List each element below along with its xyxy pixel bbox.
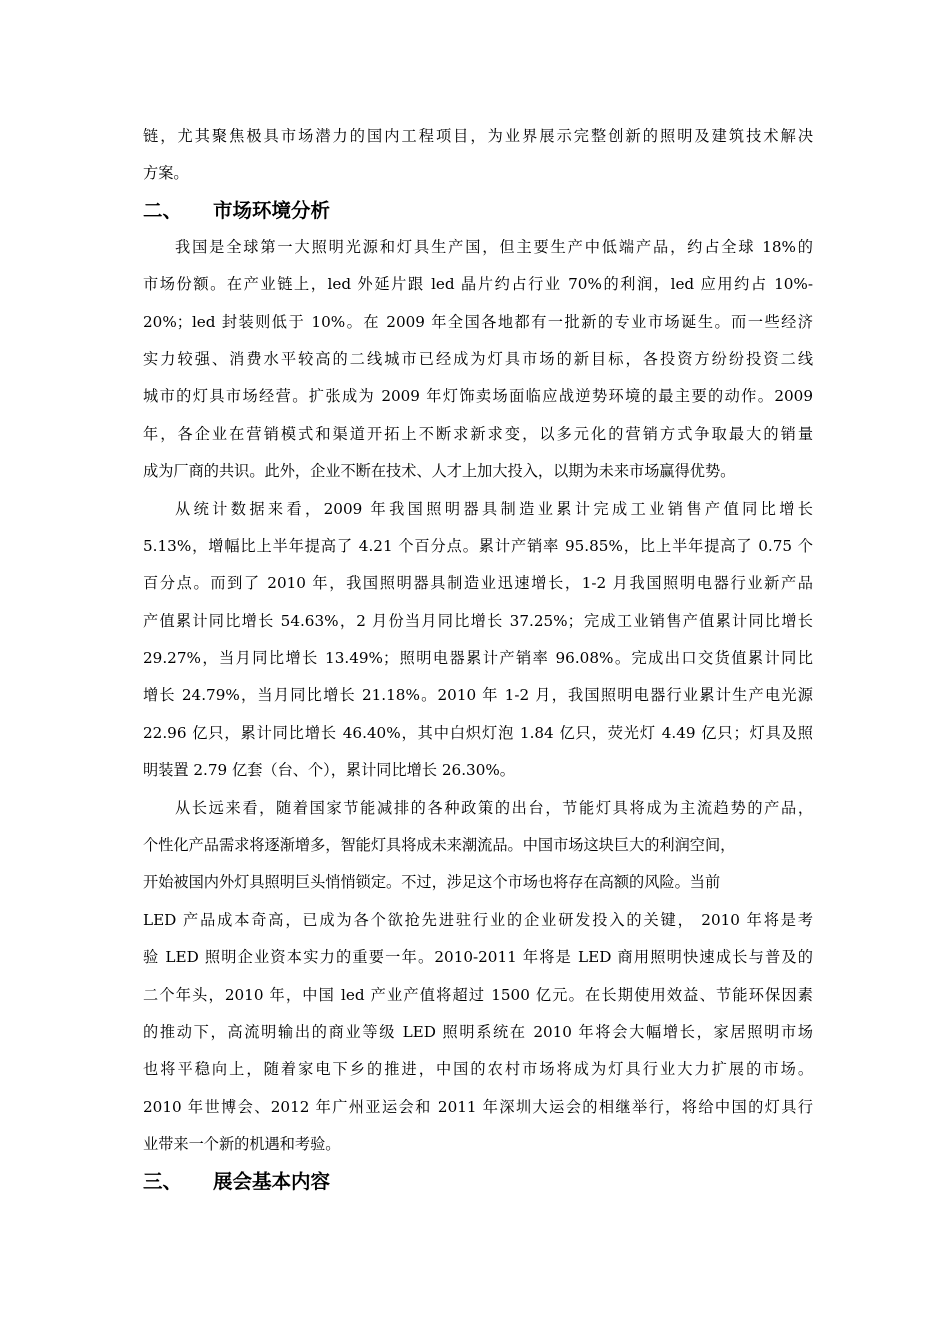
text-line: 成为厂商的共识。此外，企业不断在技术、人才上加大投入，以期为未来市场赢得优势。: [143, 462, 736, 481]
text-line: 二个年头，2010 年，中国 led 产业产值将超过 1500 亿元。在长期使用效益、节能环保因素: [143, 985, 813, 1004]
text-line: 5.13%，增幅比上半年提高了 4.21 个百分点。累计产销率 95.85%，比上半年提高了 0.75 个: [143, 536, 813, 555]
section-heading-3: [143, 1164, 813, 1200]
document-page: [143, 118, 813, 1200]
text-line: 百分点。而到了 2010 年，我国照明器具制造业迅速增长，1-2 月我国照明电器行业新产品: [143, 574, 813, 593]
text-line: 产值累计同比增长 54.63%，2 月份当月同比增长 37.25%；完成工业销售产值累计同比增长: [143, 611, 813, 630]
section-number: 二、: [143, 198, 183, 222]
text-line: 增长 24.79%，当月同比增长 21.18%。2010 年 1-2 月，我国照明电器行业累计生产电光源: [143, 686, 813, 705]
text-line: 从长远来看，随着国家节能减排的各种政策的出台，节能灯具将成为主流趋势的产品，: [175, 798, 813, 817]
text-line: 29.27%，当月同比增长 13.49%；照明电器累计产销率 96.08%。完成出口交货值累计同比: [143, 649, 813, 668]
section-title: 市场环境分析: [213, 198, 331, 222]
text-line: 市场份额。在产业链上，led 外延片跟 led 晶片约占行业 70%的利润，led 应用约占 10%-: [143, 275, 813, 294]
paragraph-statistics: [143, 491, 813, 790]
text-line: 明装置 2.79 亿套（台、个），累计同比增长 26.30%。: [143, 761, 515, 780]
section-title: 展会基本内容: [213, 1169, 331, 1193]
text-line: 方案。: [143, 164, 189, 183]
text-line: 验 LED 照明企业资本实力的重要一年。2010-2011 年将是 LED 商用照明快速成长与普及的: [143, 948, 813, 967]
text-line: 也将平稳向上，随着家电下乡的推进，中国的农村市场将成为灯具行业大力扩展的市场。: [143, 1060, 813, 1079]
text-line: 实力较强、消费水平较高的二线城市已经成为灯具市场的新目标，各投资方纷纷投资二线: [143, 349, 813, 368]
text-line: 2010 年世博会、2012 年广州亚运会和 2011 年深圳大运会的相继举行，将给中国的灯具行: [143, 1097, 813, 1116]
text-line: 个性化产品需求将逐渐增多，智能灯具将成未来潮流品。中国市场这块巨大的利润空间，: [143, 836, 736, 855]
text-line: 链，尤其聚焦极具市场潜力的国内工程项目，为业界展示完整创新的照明及建筑技术解决: [143, 127, 813, 145]
text-line: 从统计数据来看，2009 年我国照明器具制造业累计完成工业销售产值同比增长: [175, 499, 813, 518]
text-line: 城市的灯具市场经营。扩张成为 2009 年灯饰卖场面临应战逆势环境的最主要的动作。2009: [143, 387, 813, 406]
text-line: 年，各企业在营销模式和渠道开拓上不断求新求变，以多元化的营销方式争取最大的销量: [143, 424, 813, 443]
section-number: 三、: [143, 1169, 183, 1193]
text-line: 的推动下，高流明输出的商业等级 LED 照明系统在 2010 年将会大幅增长，家居照明市场: [143, 1022, 813, 1041]
text-line: 22.96 亿只，累计同比增长 46.40%，其中白炽灯泡 1.84 亿只，荧光灯 4.49 亿只；灯具及照: [143, 723, 813, 742]
text-line: 20%；led 封装则低于 10%。在 2009 年全国各地都有一批新的专业市场诞生。而一些经济: [143, 312, 813, 331]
text-line: 业带来一个新的机遇和考验。: [143, 1135, 341, 1154]
text-line: LED 产品成本奇高，已成为各个欲抢先进驻行业的企业研发投入的关键， 2010 年将是考: [143, 910, 813, 929]
text-line: 开始被国内外灯具照明巨头悄悄锁定。不过，涉足这个市场也将存在高额的风险。当前: [143, 873, 721, 892]
text-line: 我国是全球第一大照明光源和灯具生产国，但主要生产中低端产品，约占全球 18%的: [175, 237, 813, 256]
section-heading-2: [143, 193, 813, 229]
intro-paragraph: [143, 118, 813, 193]
paragraph-market-overview: [143, 229, 813, 491]
paragraph-outlook: [143, 790, 813, 1164]
